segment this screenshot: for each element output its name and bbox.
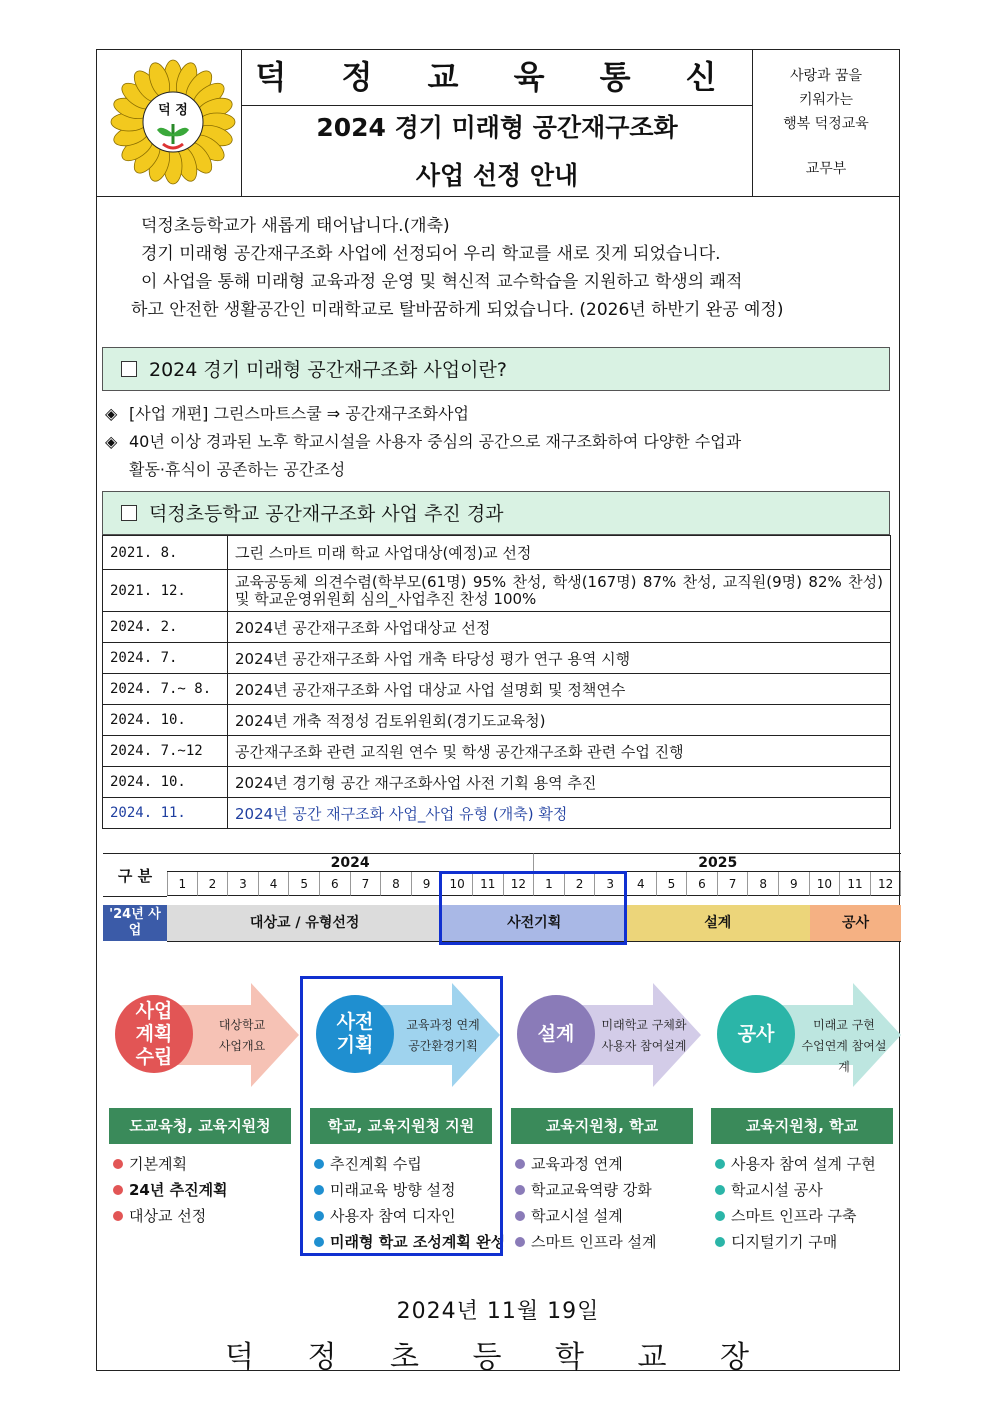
bullet-dot-icon xyxy=(515,1159,525,1169)
gantt-month: 7 xyxy=(718,872,749,896)
arrow-text-line: 공간환경기획 xyxy=(408,1039,478,1053)
bullet-dot-icon xyxy=(515,1237,525,1247)
gantt-phase-bar: 대상교 / 유형선정 xyxy=(167,905,442,941)
checkbox-square-icon xyxy=(121,361,137,377)
newsletter-title: 덕 정 교 육 통 신 xyxy=(242,50,752,106)
process-task-list xyxy=(515,1151,656,1255)
header xyxy=(97,50,899,197)
progress-text: 공간재구조화 관련 교직원 연수 및 학생 공간재구조화 관련 수업 진행 xyxy=(228,736,891,767)
diamond-bullet-icon: ◈ xyxy=(105,432,118,451)
process-task-item xyxy=(113,1203,228,1229)
issue-date: 2024년 11월 19일 xyxy=(396,1299,600,1324)
process-circle xyxy=(517,995,595,1073)
progress-date: 2024. 2. xyxy=(103,612,228,643)
process-task-item xyxy=(515,1229,656,1255)
title-cell xyxy=(242,50,753,196)
process-task-item xyxy=(113,1177,228,1203)
about-bullets xyxy=(105,400,885,484)
gantt-year: 2025 xyxy=(534,853,901,872)
intro-paragraph xyxy=(131,212,871,324)
process-task-list xyxy=(113,1151,228,1229)
task-label: 사용자 참여 디자인 xyxy=(330,1207,456,1225)
progress-row xyxy=(103,643,891,674)
progress-row xyxy=(103,570,891,612)
gantt-month: 6 xyxy=(320,872,351,896)
notice-title-line1: 2024 경기 미래형 공간재구조화 xyxy=(316,113,678,142)
process-arrow-text xyxy=(197,1015,287,1057)
process-task-item xyxy=(515,1177,656,1203)
motto-line: 키워가는 xyxy=(798,92,854,108)
process-circle-label: 사업 계획 수립 xyxy=(135,999,173,1068)
progress-row xyxy=(103,536,891,570)
progress-row xyxy=(103,798,891,829)
progress-table xyxy=(102,535,891,829)
progress-text: 2024년 공간재구조화 사업 개축 타당성 평가 연구 용역 시행 xyxy=(228,643,891,674)
progress-row xyxy=(103,736,891,767)
gantt-month: 4 xyxy=(259,872,290,896)
gantt-month: 6 xyxy=(687,872,718,896)
process-circle xyxy=(717,995,795,1073)
process-task-item xyxy=(715,1151,876,1177)
process-task-item xyxy=(715,1177,876,1203)
bullet-item: 활동·휴식이 공존하는 공간조성 xyxy=(129,460,346,479)
gantt-month: 5 xyxy=(657,872,688,896)
gantt-label-head: 구 분 xyxy=(103,853,167,897)
progress-date: 2024. 10. xyxy=(103,705,228,736)
bullet-dot-icon xyxy=(113,1211,123,1221)
department: 교무부 xyxy=(805,161,847,177)
schedule-chart xyxy=(103,853,901,949)
gantt-month: 10 xyxy=(442,872,473,896)
arrow-text-line: 미래교 구현 xyxy=(813,1018,875,1032)
progress-text: 그린 스마트 미래 학교 사업대상(예정)교 선정 xyxy=(228,536,891,570)
process-task-item xyxy=(515,1203,656,1229)
school-motto xyxy=(753,64,899,136)
gantt-month: 11 xyxy=(473,872,504,896)
gantt-month: 8 xyxy=(381,872,412,896)
gantt-phase-bar: 공사 xyxy=(810,905,902,941)
progress-row xyxy=(103,674,891,705)
arrow-text-line: 수업연계 참여설계 xyxy=(801,1039,887,1074)
gantt-label-row: '24년 사업 xyxy=(103,905,167,941)
gantt-phase-bar: 설계 xyxy=(626,905,810,941)
logo-text: 덕 정 xyxy=(158,103,188,118)
progress-text: 2024년 경기형 공간 재구조화사업 사전 기획 용역 추진 xyxy=(228,767,891,798)
gantt-month: 2 xyxy=(565,872,596,896)
process-circle-label: 설계 xyxy=(537,1022,575,1045)
process-circle xyxy=(115,995,193,1073)
progress-text: 2024년 공간 재구조화 사업_사업 유형 (개축) 확정 xyxy=(228,798,891,829)
gantt-month: 9 xyxy=(412,872,443,896)
task-label: 스마트 인프라 구축 xyxy=(731,1207,857,1225)
progress-date: 2024. 7. xyxy=(103,643,228,674)
motto-line: 사랑과 꿈을 xyxy=(789,68,863,84)
newsletter-page xyxy=(96,49,900,1375)
bullet-dot-icon xyxy=(715,1185,725,1195)
bullet-dot-icon xyxy=(715,1159,725,1169)
task-label: 학교시설 공사 xyxy=(731,1181,823,1199)
arrow-text-line: 교육과정 연계 xyxy=(406,1018,480,1032)
gantt-month: 4 xyxy=(626,872,657,896)
bullet-dot-icon xyxy=(515,1211,525,1221)
gantt-month: 7 xyxy=(351,872,382,896)
task-label: 미래교육 방향 설정 xyxy=(330,1181,456,1199)
gantt-month: 9 xyxy=(779,872,810,896)
school-logo xyxy=(97,50,241,196)
process-task-item xyxy=(113,1151,228,1177)
progress-row xyxy=(103,767,891,798)
bullet-item: ◈ 40년 이상 경과된 노후 학교시설을 사용자 중심의 공간으로 재구조화하여 다양한 수업과 xyxy=(105,428,885,456)
process-circle-label: 공사 xyxy=(737,1022,775,1045)
gantt-month: 12 xyxy=(871,872,902,896)
progress-date: 2024. 11. xyxy=(103,798,228,829)
intro-line: 덕정초등학교가 새롭게 태어납니다.(개축) xyxy=(141,216,450,236)
side-cell xyxy=(753,50,899,196)
bullet-dot-icon xyxy=(715,1237,725,1247)
motto-line: 행복 덕정교육 xyxy=(783,116,869,132)
principal-signature: 덕 정 초 등 학 교 장 xyxy=(224,1340,772,1375)
progress-date: 2024. 7.~12 xyxy=(103,736,228,767)
arrow-text-line: 사용자 참여설계 xyxy=(601,1039,687,1053)
process-task-item xyxy=(515,1151,656,1177)
gantt-phase-bar: 사전기획 xyxy=(442,905,626,941)
bullet-dot-icon xyxy=(515,1185,525,1195)
progress-date: 2024. 7.~ 8. xyxy=(103,674,228,705)
gantt-month: 10 xyxy=(810,872,841,896)
bullet-dot-icon xyxy=(113,1185,123,1195)
task-label: 24년 추진계획 xyxy=(129,1181,228,1199)
notice-title-line2: 사업 선정 안내 xyxy=(415,161,579,190)
gantt-month: 3 xyxy=(595,872,626,896)
gantt-month: 11 xyxy=(840,872,871,896)
task-label: 학교교육역량 강화 xyxy=(531,1181,652,1199)
gantt-month: 3 xyxy=(228,872,259,896)
section-title: 2024 경기 미래형 공간재구조화 사업이란? xyxy=(149,359,507,381)
gantt-highlight-box xyxy=(439,871,627,945)
gantt-month: 1 xyxy=(534,872,565,896)
task-label: 추진계획 수립 xyxy=(330,1155,422,1173)
checkbox-square-icon xyxy=(121,505,137,521)
process-task-list xyxy=(715,1151,876,1255)
arrow-text-line: 대상학교 xyxy=(218,1018,266,1032)
intro-line: 경기 미래형 공간재구조화 사업에 선정되어 우리 학교를 새로 짓게 되었습니다. xyxy=(141,244,721,264)
process-task-item xyxy=(715,1203,876,1229)
progress-date: 2021. 12. xyxy=(103,570,228,612)
logo-cell xyxy=(97,50,242,196)
process-owner-band: 학교, 교육지원청 지원 xyxy=(310,1108,492,1144)
task-label: 사용자 참여 설계 구현 xyxy=(731,1155,876,1173)
process-owner-band: 도교육청, 교육지원청 xyxy=(109,1108,291,1144)
process-owner-band: 교육지원청, 학교 xyxy=(511,1108,693,1144)
arrow-text-line: 사업개요 xyxy=(218,1039,266,1053)
gantt-month: 2 xyxy=(198,872,229,896)
bullet-dot-icon xyxy=(715,1211,725,1221)
process-highlight-box xyxy=(300,976,506,1256)
section-title: 덕정초등학교 공간재구조화 사업 추진 경과 xyxy=(149,503,504,525)
task-label: 대상교 선정 xyxy=(129,1207,207,1225)
process-arrow-text xyxy=(599,1015,689,1057)
process-circle-label: 사전 기획 xyxy=(336,1011,374,1056)
gantt-month: 8 xyxy=(748,872,779,896)
task-label: 교육과정 연계 xyxy=(531,1155,623,1173)
section-heading-about xyxy=(102,347,890,391)
gantt-month: 5 xyxy=(289,872,320,896)
progress-text: 교육공동체 의견수렴(학부모(61명) 95% 찬성, 학생(167명) 87% 찬성, 교직원(9명) 82% 찬성) 및 학교운영위원회 심의_사업추진 찬성 100% xyxy=(228,570,891,612)
gantt-year: 2024 xyxy=(167,853,534,872)
gantt-month: 1 xyxy=(167,872,198,896)
arrow-text-line: 미래학교 구체화 xyxy=(601,1018,687,1032)
intro-line: 이 사업을 통해 미래형 교육과정 운영 및 혁신적 교수학습을 지원하고 학생의 쾌적 xyxy=(141,272,743,292)
intro-line: 하고 안전한 생활공간인 미래학교로 탈바꿈하게 되었습니다. (2026년 하반기 완공 예정) xyxy=(131,300,784,320)
gantt-month: 12 xyxy=(504,872,535,896)
task-label: 스마트 인프라 설계 xyxy=(531,1233,657,1251)
bullet-item: ◈ [사업 개편] 그린스마트스쿨 ⇒ 공간재구조화사업 xyxy=(105,400,885,428)
process-arrow-text xyxy=(799,1015,889,1078)
task-label: 디지털기기 구매 xyxy=(731,1233,838,1251)
progress-text: 2024년 개축 적정성 검토위원회(경기도교육청) xyxy=(228,705,891,736)
task-label: 미래형 학교 조성계획 완성 xyxy=(330,1233,506,1251)
section-heading-progress xyxy=(102,491,890,535)
progress-date: 2024. 10. xyxy=(103,767,228,798)
progress-row xyxy=(103,612,891,643)
progress-text: 2024년 공간재구조화 사업 대상교 사업 설명회 및 정책연수 xyxy=(228,674,891,705)
process-task-item xyxy=(715,1229,876,1255)
bullet-dot-icon xyxy=(113,1159,123,1169)
progress-row xyxy=(103,705,891,736)
task-label: 기본계획 xyxy=(129,1155,187,1173)
diamond-bullet-icon: ◈ xyxy=(105,404,118,423)
progress-text: 2024년 공간재구조화 사업대상교 선정 xyxy=(228,612,891,643)
task-label: 학교시설 설계 xyxy=(531,1207,623,1225)
process-owner-band: 교육지원청, 학교 xyxy=(711,1108,893,1144)
progress-date: 2021. 8. xyxy=(103,536,228,570)
